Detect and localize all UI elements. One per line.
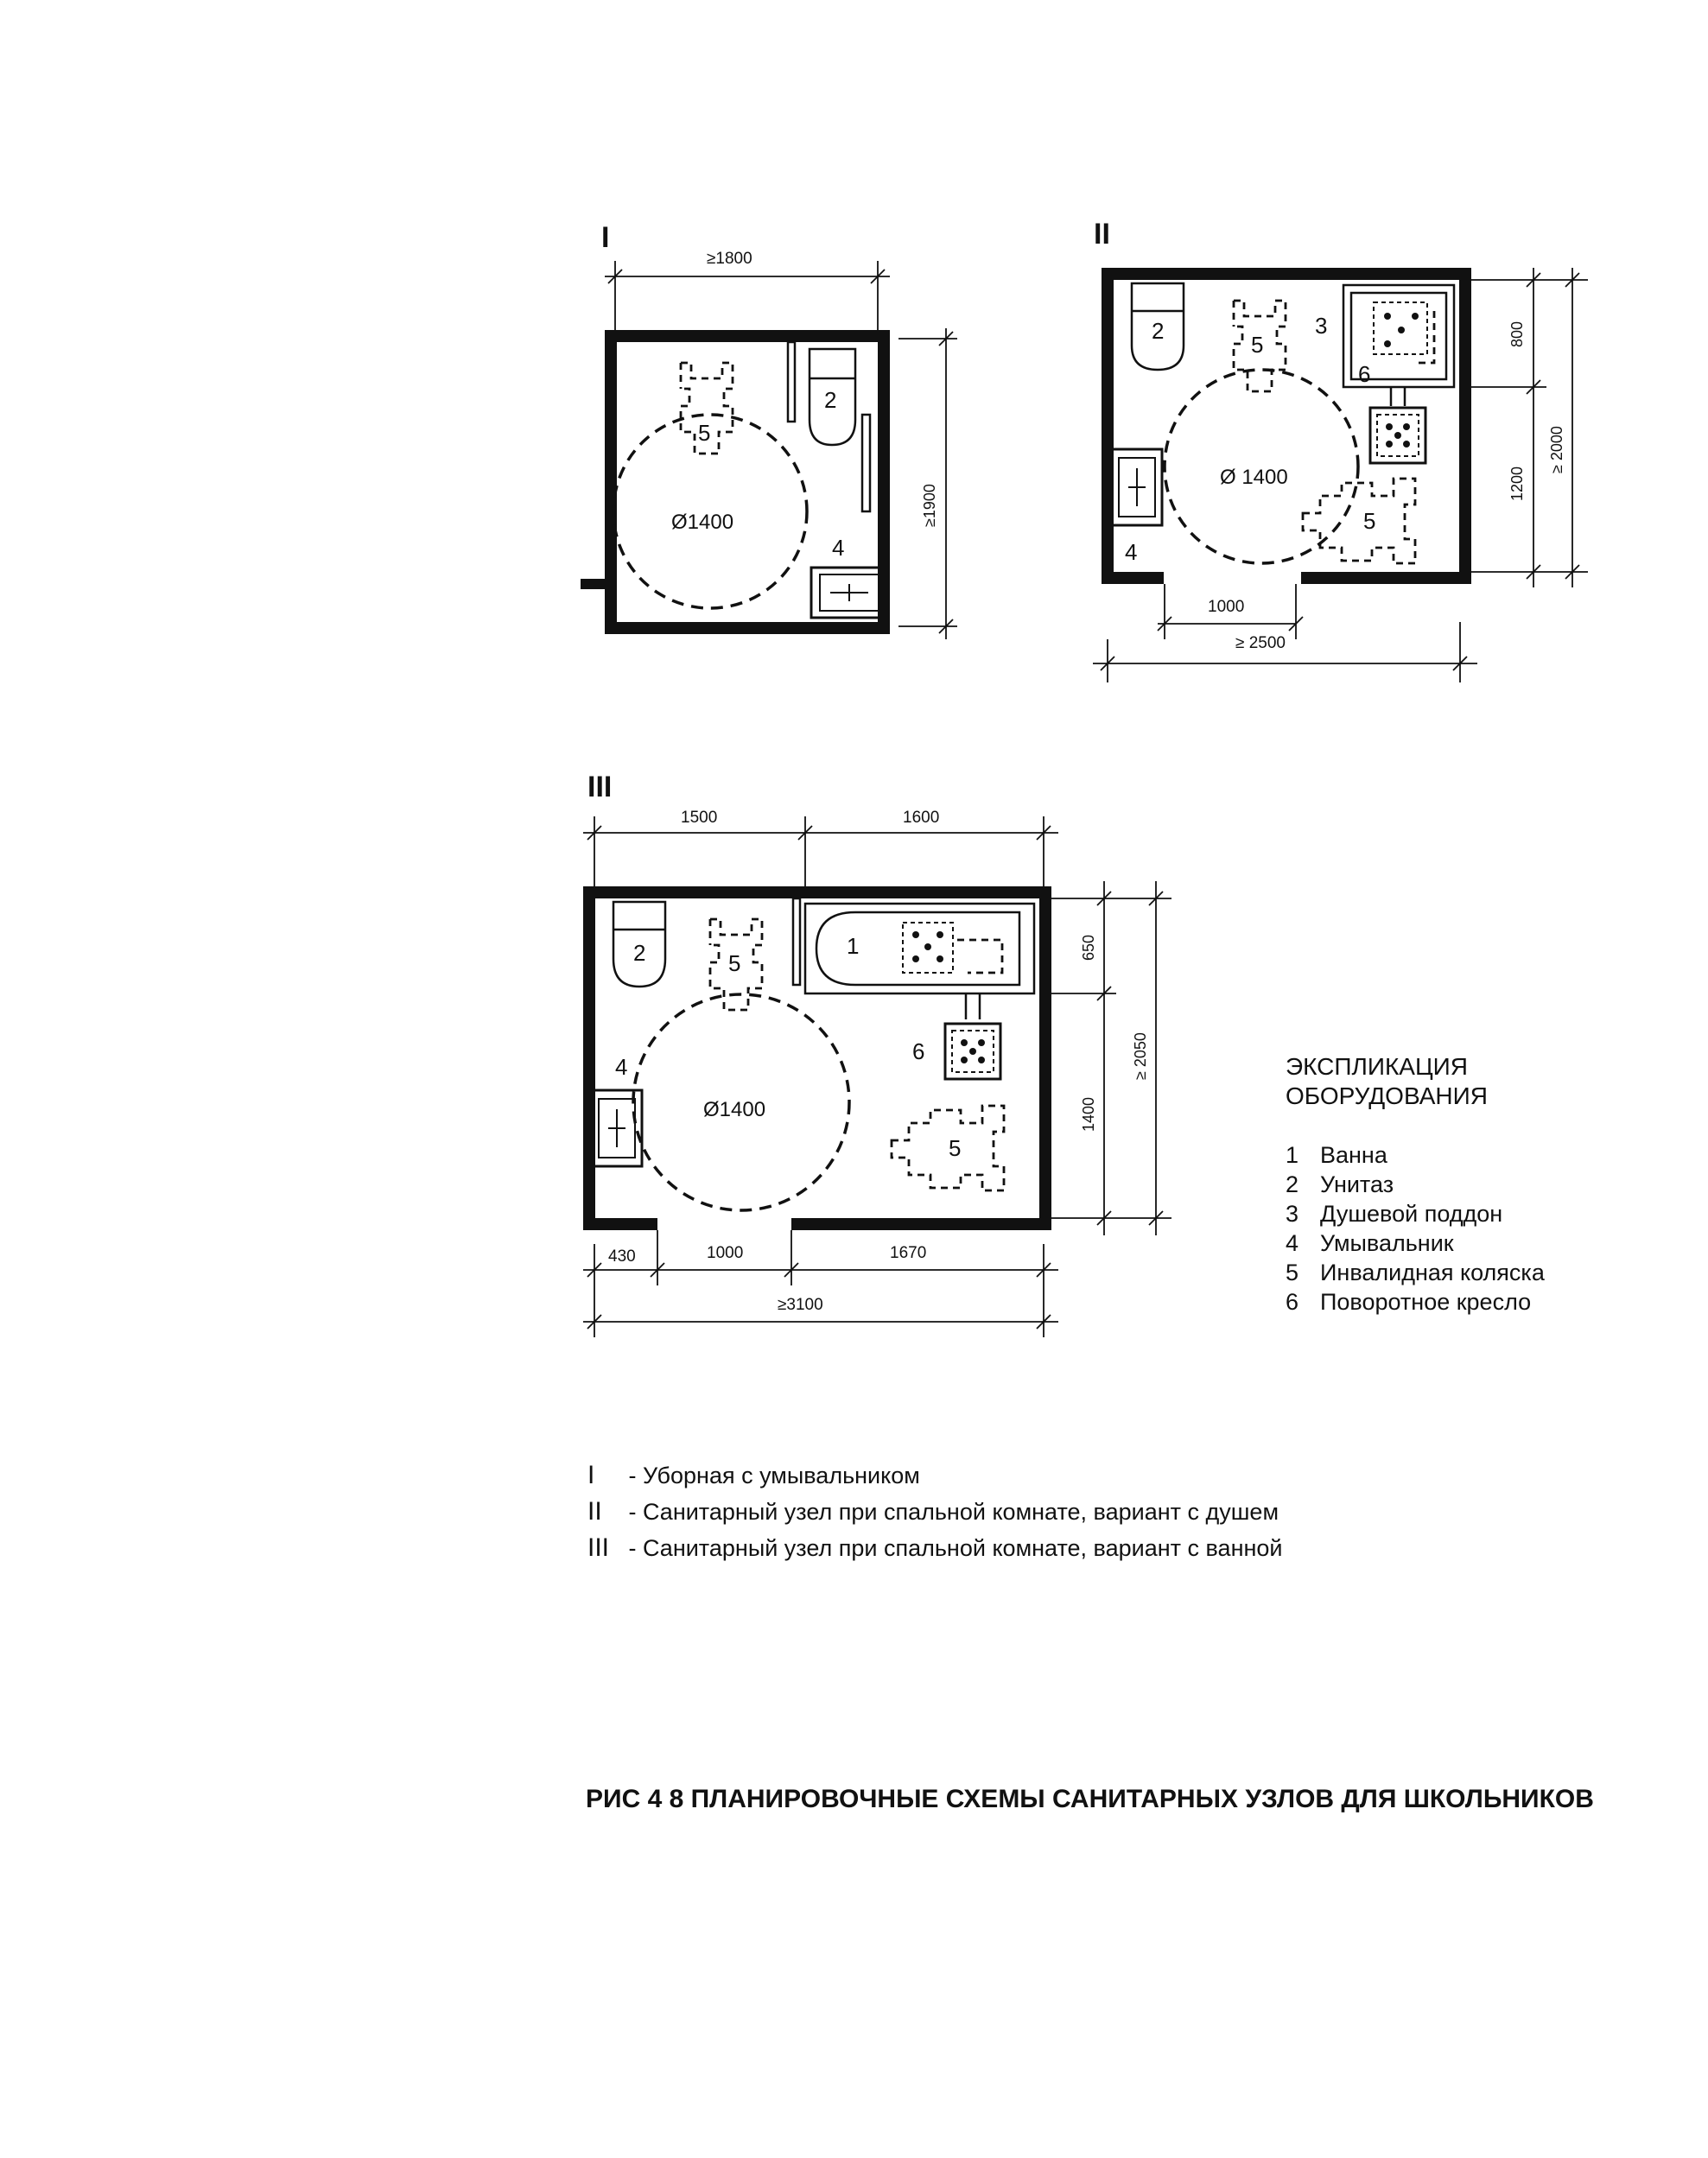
plan-ii-wheelchair-top-number: 5 <box>1251 332 1264 358</box>
plan-ii-washbasin <box>1112 449 1162 565</box>
plan-iii-diameter-label: Ø1400 <box>703 1098 766 1121</box>
legend-item-number: 2 <box>1286 1171 1299 1197</box>
plan-iii-swivel-chair <box>945 1024 1000 1079</box>
plan-i-width-label: ≥1800 <box>707 250 752 268</box>
legend-title <box>1286 1052 1648 1111</box>
plan-ii-width-label: ≥ 2500 <box>1235 634 1286 652</box>
legend-title-line-1: ЭКСПЛИКАЦИЯ <box>1286 1053 1469 1080</box>
plan-ii-swivel-number: 6 <box>1358 361 1371 387</box>
plan-iii-wheelchair-top-number: 5 <box>728 950 741 976</box>
plan-ii-diameter-label: Ø 1400 <box>1220 466 1288 489</box>
plan-i-height-label: ≥1900 <box>921 484 938 527</box>
plan-i-width-dimension <box>605 250 890 339</box>
legend-item-number: 5 <box>1286 1260 1299 1285</box>
caption-row <box>587 1457 1624 1494</box>
plan-ii-right-dimensions <box>1471 268 1588 587</box>
caption-text: Санитарный узел при спальной комнате, вариант с ванной <box>643 1535 1283 1561</box>
plan-iii-dim-1000: 1000 <box>707 1244 744 1262</box>
plan-ii-wheelchair-right-number: 5 <box>1363 508 1376 534</box>
plan-iii-dim-1400: 1400 <box>1080 1096 1097 1132</box>
plan-iii-wheelchair-right-number: 5 <box>949 1135 962 1161</box>
plan-iii-bathtub <box>805 904 1034 993</box>
plan-iii-dim-650: 650 <box>1080 934 1097 961</box>
legend-title-line-2: ОБОРУДОВАНИЯ <box>1286 1082 1488 1109</box>
legend-item-label: Инвалидная коляска <box>1320 1260 1545 1285</box>
legend-item <box>1286 1228 1648 1258</box>
caption-roman: I <box>587 1461 595 1489</box>
plan-i-roman: I <box>601 221 610 254</box>
plan-ii-door-dimension: 1000 <box>1208 598 1245 616</box>
legend-item-number: 3 <box>1286 1201 1299 1227</box>
plan-iii-bottom-dimensions <box>583 1230 1058 1337</box>
figure-title: РИС 4 8 ПЛАНИРОВОЧНЫЕ СХЕМЫ САНИТАРНЫХ УЗЛОВ ДЛЯ ШКОЛЬНИКОВ <box>586 1785 1594 1813</box>
plan-iii-toilet <box>613 902 665 987</box>
plan-ii-roman: II <box>1094 218 1110 251</box>
caption-roman: II <box>587 1497 602 1526</box>
plan-i-walls <box>581 330 890 634</box>
plan-i-washbasin <box>811 535 887 618</box>
plan-i <box>581 221 957 639</box>
legend-item <box>1286 1199 1648 1228</box>
plan-iii-top-dimensions <box>583 809 1058 890</box>
plan-iii <box>583 771 1171 1337</box>
caption-text: Уборная с умывальником <box>643 1463 920 1488</box>
legend-item <box>1286 1140 1648 1170</box>
legend-item-label: Умывальник <box>1320 1230 1454 1256</box>
plan-iii-width-label: ≥3100 <box>778 1296 823 1314</box>
legend-item-label: Поворотное кресло <box>1320 1289 1532 1315</box>
plan-iii-dim-1500: 1500 <box>681 809 718 827</box>
caption-separator: - <box>622 1463 643 1488</box>
plan-ii-height-label: ≥ 2000 <box>1548 426 1565 473</box>
plan-i-grab-bar <box>862 415 870 511</box>
legend-item <box>1286 1170 1648 1199</box>
caption-row <box>587 1494 1624 1530</box>
plan-iii-right-dimensions <box>1051 881 1171 1235</box>
equipment-legend <box>1286 1052 1648 1317</box>
plan-ii-bottom-dimensions <box>1093 584 1477 682</box>
plan-iii-partition <box>793 898 800 985</box>
plan-iii-dim-1670: 1670 <box>890 1244 927 1262</box>
legend-item-number: 1 <box>1286 1142 1299 1168</box>
legend-item-label: Ванна <box>1320 1142 1387 1168</box>
plan-i-diameter-label: Ø1400 <box>671 511 734 534</box>
plan-i-wheelchair <box>681 363 733 454</box>
plan-ii-shower-tray <box>1315 285 1454 387</box>
plan-iii-dim-1600: 1600 <box>903 809 940 827</box>
plan-iii-swivel-number: 6 <box>912 1038 925 1064</box>
plan-iii-toilet-number: 2 <box>633 940 646 966</box>
caption-separator: - <box>622 1499 643 1525</box>
plan-captions <box>587 1457 1624 1566</box>
legend-item <box>1286 1258 1648 1287</box>
plan-iii-washbasin <box>592 1054 642 1166</box>
plan-ii <box>1093 218 1588 682</box>
plan-iii-roman: III <box>587 771 613 803</box>
plan-ii-wheelchair-right <box>1303 479 1415 563</box>
plan-i-washbasin-number: 4 <box>832 535 845 561</box>
caption-text: Санитарный узел при спальной комнате, вариант с душем <box>643 1499 1279 1525</box>
plan-iii-height-label: ≥ 2050 <box>1132 1032 1149 1080</box>
plan-iii-dim-430: 430 <box>608 1247 636 1266</box>
caption-separator: - <box>622 1535 643 1561</box>
plan-iii-washbasin-number: 4 <box>615 1054 628 1080</box>
plan-ii-toilet-number: 2 <box>1152 318 1165 344</box>
plan-ii-washbasin-number: 4 <box>1125 539 1138 565</box>
legend-item-label: Душевой поддон <box>1320 1201 1503 1227</box>
plan-i-wheelchair-number: 5 <box>698 420 711 446</box>
plan-ii-dim-1200: 1200 <box>1508 466 1526 501</box>
plan-i-partition <box>788 342 795 422</box>
plan-i-height-dimension <box>898 328 957 639</box>
legend-item-number: 6 <box>1286 1289 1299 1315</box>
plan-i-toilet-number: 2 <box>824 387 837 413</box>
plan-ii-swivel-chair <box>1370 408 1425 463</box>
legend-item-number: 4 <box>1286 1230 1299 1256</box>
plan-iii-bathtub-number: 1 <box>847 933 860 959</box>
caption-roman: III <box>587 1533 610 1562</box>
plan-i-toilet <box>810 349 855 445</box>
caption-row <box>587 1530 1624 1566</box>
plan-ii-toilet <box>1132 283 1184 370</box>
plan-iii-wheelchair-right <box>892 1106 1004 1190</box>
legend-item-label: Унитаз <box>1320 1171 1394 1197</box>
plan-ii-dim-800: 800 <box>1508 321 1526 347</box>
legend-item <box>1286 1287 1648 1317</box>
plan-ii-shower-number: 3 <box>1315 313 1328 339</box>
plan-ii-wheelchair-top <box>1234 301 1286 391</box>
